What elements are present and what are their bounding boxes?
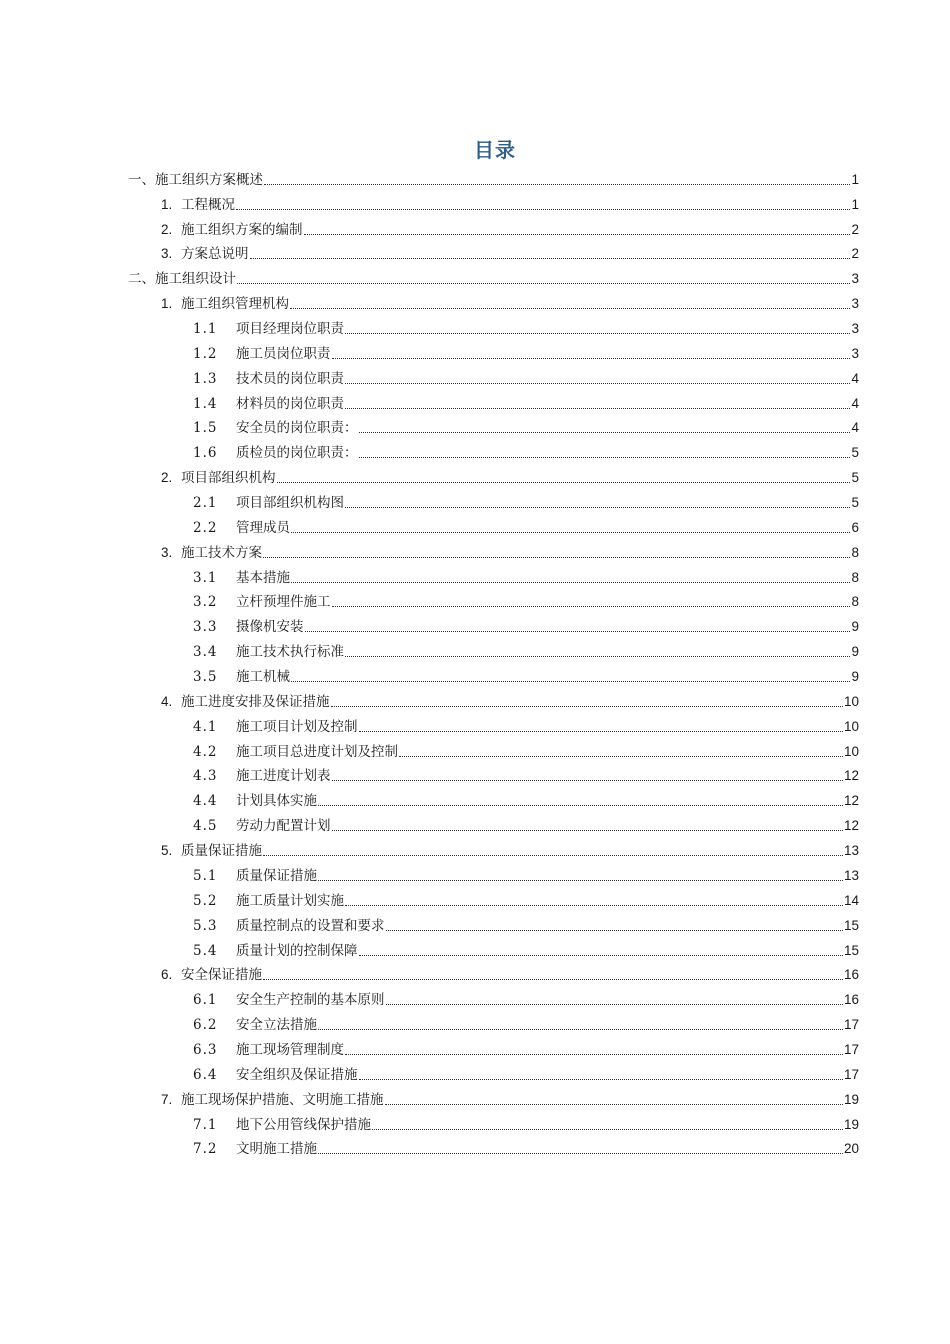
toc-entry-label: 施工质量计划实施 (236, 892, 344, 909)
toc-entry[interactable] (193, 738, 859, 763)
toc-entry-label: 安全员的岗位职责： (236, 420, 358, 437)
dot-leader (345, 507, 850, 508)
toc-page-number: 5 (851, 495, 859, 511)
toc-page-number: 1 (851, 171, 859, 187)
toc-entry[interactable] (193, 862, 859, 887)
dot-leader (345, 408, 850, 409)
toc-entry-label: 施工机械 (236, 669, 290, 686)
dot-leader (263, 855, 843, 856)
toc-page-number: 17 (843, 1017, 859, 1033)
toc-page-number: 3 (851, 345, 859, 361)
dot-leader (318, 1029, 843, 1030)
dot-leader (305, 631, 851, 632)
toc-page-number: 12 (843, 768, 859, 784)
toc-entry-number: 5.1 (193, 867, 218, 884)
toc-entry-number: 6.4 (193, 1066, 218, 1083)
toc-entry-label: 基本措施 (236, 569, 290, 586)
toc-entry[interactable] (193, 1036, 859, 1061)
toc-page-number: 4 (851, 395, 859, 411)
toc-entry-label: 施工技术执行标准 (236, 644, 344, 661)
toc-entry-number: 2.2 (193, 519, 218, 536)
dot-leader (359, 955, 843, 956)
toc-page-number: 9 (851, 619, 859, 635)
toc-entry-number: 1.5 (193, 420, 218, 437)
toc-entry[interactable] (193, 1136, 859, 1161)
toc-entry[interactable] (193, 912, 859, 937)
toc-page-number: 10 (843, 693, 859, 709)
toc-entry-label: 施工现场管理制度 (236, 1041, 344, 1058)
toc-page-number: 8 (851, 544, 859, 560)
toc-entry[interactable] (193, 514, 859, 539)
dot-leader (331, 706, 843, 707)
toc-page-number: 3 (851, 321, 859, 337)
toc-entry-label: 质检员的岗位职责： (236, 445, 358, 462)
toc-entry[interactable] (193, 439, 859, 464)
dot-leader (345, 333, 850, 334)
toc-entry[interactable] (161, 688, 859, 713)
dot-leader (359, 432, 851, 433)
toc-entry[interactable] (193, 638, 859, 663)
toc-page-number: 15 (843, 942, 859, 958)
toc-entry-label: 管理成员 (236, 519, 290, 536)
toc-entry-label: 二、施工组织设计 (128, 271, 236, 288)
toc-page-number: 2 (851, 221, 859, 237)
toc-entry-number: 5.3 (193, 917, 218, 934)
toc-entry[interactable] (128, 265, 859, 290)
toc-page-number: 12 (843, 793, 859, 809)
toc-entry-label: 计划具体实施 (236, 793, 317, 810)
toc-entry-number: 3.5 (193, 669, 218, 686)
toc-entry-number: 5.2 (193, 892, 218, 909)
dot-leader (263, 557, 850, 558)
toc-entry[interactable] (193, 415, 859, 440)
toc-entry[interactable] (128, 166, 859, 191)
toc-entry-label: 安全保证措施 (181, 967, 262, 984)
toc-entry-label: 项目部组织机构 (181, 470, 276, 487)
toc-entry-label: 文明施工措施 (236, 1141, 317, 1158)
toc-entry-number: 1.1 (193, 321, 218, 338)
dot-leader (345, 656, 850, 657)
dot-leader (345, 1054, 843, 1055)
toc-entry-number: 2. (161, 470, 173, 486)
toc-entry-number: 2. (161, 221, 173, 237)
toc-entry[interactable] (193, 365, 859, 390)
toc-entry-number: 2.1 (193, 495, 218, 512)
toc-entry-number: 3. (161, 544, 173, 560)
toc-entry[interactable] (193, 1061, 859, 1086)
toc-entry[interactable] (193, 390, 859, 415)
toc-entry-number: 3. (161, 246, 173, 262)
toc-entry-number: 7. (161, 1091, 173, 1107)
toc-entry-label: 技术员的岗位职责 (236, 370, 344, 387)
toc-entry-number: 1.4 (193, 395, 218, 412)
dot-leader (386, 1004, 843, 1005)
dot-leader (290, 308, 850, 309)
dot-leader (372, 1129, 843, 1130)
toc-entry[interactable] (193, 812, 859, 837)
dot-leader (263, 979, 843, 980)
toc-page-number: 13 (843, 867, 859, 883)
toc-page-number: 6 (851, 519, 859, 535)
toc-entry-number: 4.2 (193, 743, 218, 760)
dot-leader (318, 880, 843, 881)
toc-entry[interactable] (193, 1111, 859, 1136)
toc-entry-number: 1.2 (193, 345, 218, 362)
toc-entry[interactable] (161, 290, 859, 315)
toc-entry-label: 施工进度安排及保证措施 (181, 693, 330, 710)
toc-entry[interactable] (193, 763, 859, 788)
toc-entry[interactable] (161, 464, 859, 489)
toc-entry[interactable] (193, 564, 859, 589)
toc-entry-number: 1.6 (193, 445, 218, 462)
toc-entry-label: 摄像机安装 (236, 619, 304, 636)
toc-entry-label: 项目经理岗位职责 (236, 321, 344, 338)
toc-entry-label: 安全立法措施 (236, 1017, 317, 1034)
toc-entry-number: 3.3 (193, 619, 218, 636)
dot-leader (359, 457, 851, 458)
toc-entry-number: 7.2 (193, 1141, 218, 1158)
dot-leader (264, 184, 850, 185)
toc-entry[interactable] (193, 986, 859, 1011)
toc-page-number: 4 (851, 420, 859, 436)
toc-entry[interactable] (161, 837, 859, 862)
toc-page-number: 17 (843, 1066, 859, 1082)
toc-entry-label: 质量保证措施 (236, 867, 317, 884)
toc-entry[interactable] (161, 539, 859, 564)
toc-entry-number: 6. (161, 967, 173, 983)
toc-page-number: 5 (851, 470, 859, 486)
dot-leader (277, 482, 851, 483)
toc-page-number: 19 (843, 1091, 859, 1107)
toc-page-number: 5 (851, 445, 859, 461)
toc-entry[interactable] (193, 788, 859, 813)
dot-leader (318, 805, 843, 806)
toc-entry-number: 5. (161, 843, 173, 859)
toc-entry-number: 4.1 (193, 718, 218, 735)
toc-page-number: 16 (843, 967, 859, 983)
toc-page-number: 10 (843, 743, 859, 759)
toc-entry-label: 工程概况 (181, 196, 235, 213)
toc-entry-number: 7.1 (193, 1116, 218, 1133)
dot-leader (385, 1104, 843, 1105)
toc-entry-number: 6.2 (193, 1017, 218, 1034)
toc-page-number: 3 (851, 296, 859, 312)
toc-entry-number: 6.3 (193, 1041, 218, 1058)
toc-entry[interactable] (161, 241, 859, 266)
toc-entry-number: 6.1 (193, 992, 218, 1009)
toc-entry-number: 4.3 (193, 768, 218, 785)
toc-page-number: 9 (851, 669, 859, 685)
toc-page-number: 10 (843, 718, 859, 734)
toc-page-number: 15 (843, 917, 859, 933)
toc-entry-number: 3.2 (193, 594, 218, 611)
toc-entry-label: 材料员的岗位职责 (236, 395, 344, 412)
dot-leader (291, 532, 850, 533)
toc-entry-label: 施工现场保护措施、文明施工措施 (181, 1091, 384, 1108)
toc-entry[interactable] (161, 1086, 859, 1111)
toc-entry-label: 质量控制点的设置和要求 (236, 917, 385, 934)
toc-entry-label: 劳动力配置计划 (236, 818, 331, 835)
toc-page-number: 2 (851, 246, 859, 262)
toc-page-number: 20 (843, 1141, 859, 1157)
dot-leader (250, 258, 851, 259)
toc-entry[interactable] (193, 887, 859, 912)
dot-leader (236, 209, 850, 210)
toc-entry-label: 地下公用管线保护措施 (236, 1116, 371, 1133)
toc-entry-label: 安全组织及保证措施 (236, 1066, 358, 1083)
dot-leader (237, 283, 850, 284)
toc-page-number: 8 (851, 594, 859, 610)
toc-entry-number: 3.1 (193, 569, 218, 586)
dot-leader (345, 383, 850, 384)
dot-leader (304, 234, 851, 235)
toc-page-number: 8 (851, 569, 859, 585)
dot-leader (318, 1153, 843, 1154)
toc-entry[interactable] (161, 216, 859, 241)
toc-page-number: 16 (843, 992, 859, 1008)
toc-entry-number: 4.5 (193, 818, 218, 835)
dot-leader (345, 905, 843, 906)
toc-page-number: 9 (851, 644, 859, 660)
dot-leader (386, 930, 843, 931)
toc-entry-label: 施工项目计划及控制 (236, 718, 358, 735)
toc-entry-label: 质量计划的控制保障 (236, 942, 358, 959)
toc-page-number: 1 (851, 196, 859, 212)
toc-entry-number: 4.4 (193, 793, 218, 810)
toc-entry-number: 4. (161, 693, 173, 709)
dot-leader (291, 681, 850, 682)
toc-page-number: 14 (843, 892, 859, 908)
dot-leader (332, 780, 843, 781)
page-title: 目录 (474, 138, 516, 162)
toc-entry[interactable] (193, 1011, 859, 1036)
toc-entry-label: 一、施工组织方案概述 (128, 171, 263, 188)
toc-entry-label: 施工员岗位职责 (236, 345, 331, 362)
toc-page-number: 12 (843, 818, 859, 834)
toc-entry[interactable] (193, 713, 859, 738)
toc-entry-number: 1. (161, 196, 173, 212)
toc-entry-number: 1.3 (193, 370, 218, 387)
toc-entry-label: 施工技术方案 (181, 544, 262, 561)
toc-entry[interactable] (193, 663, 859, 688)
dot-leader (359, 1079, 843, 1080)
toc-entry-label: 施工项目总进度计划及控制 (236, 743, 398, 760)
dot-leader (332, 606, 851, 607)
toc-page-number: 19 (843, 1116, 859, 1132)
toc-entry[interactable] (193, 589, 859, 614)
toc-entry[interactable] (193, 340, 859, 365)
toc-entry-number: 1. (161, 296, 173, 312)
toc-entry-label: 方案总说明 (181, 246, 249, 263)
toc-page-number: 13 (843, 843, 859, 859)
toc-entry-label: 项目部组织机构图 (236, 495, 344, 512)
toc-entry-number: 5.4 (193, 942, 218, 959)
toc-entry-number: 3.4 (193, 644, 218, 661)
toc-entry[interactable] (193, 315, 859, 340)
toc-entry[interactable] (161, 191, 859, 216)
dot-leader (359, 731, 843, 732)
toc-entry-label: 施工组织管理机构 (181, 296, 289, 313)
toc-entry-label: 施工进度计划表 (236, 768, 331, 785)
dot-leader (291, 582, 850, 583)
toc-entry-label: 立杆预埋件施工 (236, 594, 331, 611)
toc-entry[interactable] (193, 937, 859, 962)
toc-page-number: 17 (843, 1041, 859, 1057)
dot-leader (399, 756, 843, 757)
dot-leader (332, 830, 843, 831)
toc-entry-label: 质量保证措施 (181, 843, 262, 860)
toc-entry-label: 施工组织方案的编制 (181, 221, 303, 238)
toc-entry[interactable] (193, 489, 859, 514)
toc-entry-label: 安全生产控制的基本原则 (236, 992, 385, 1009)
toc-page-number: 3 (851, 271, 859, 287)
dot-leader (332, 358, 851, 359)
toc-entry[interactable] (161, 962, 859, 987)
toc-page-number: 4 (851, 370, 859, 386)
toc-entry[interactable] (193, 613, 859, 638)
